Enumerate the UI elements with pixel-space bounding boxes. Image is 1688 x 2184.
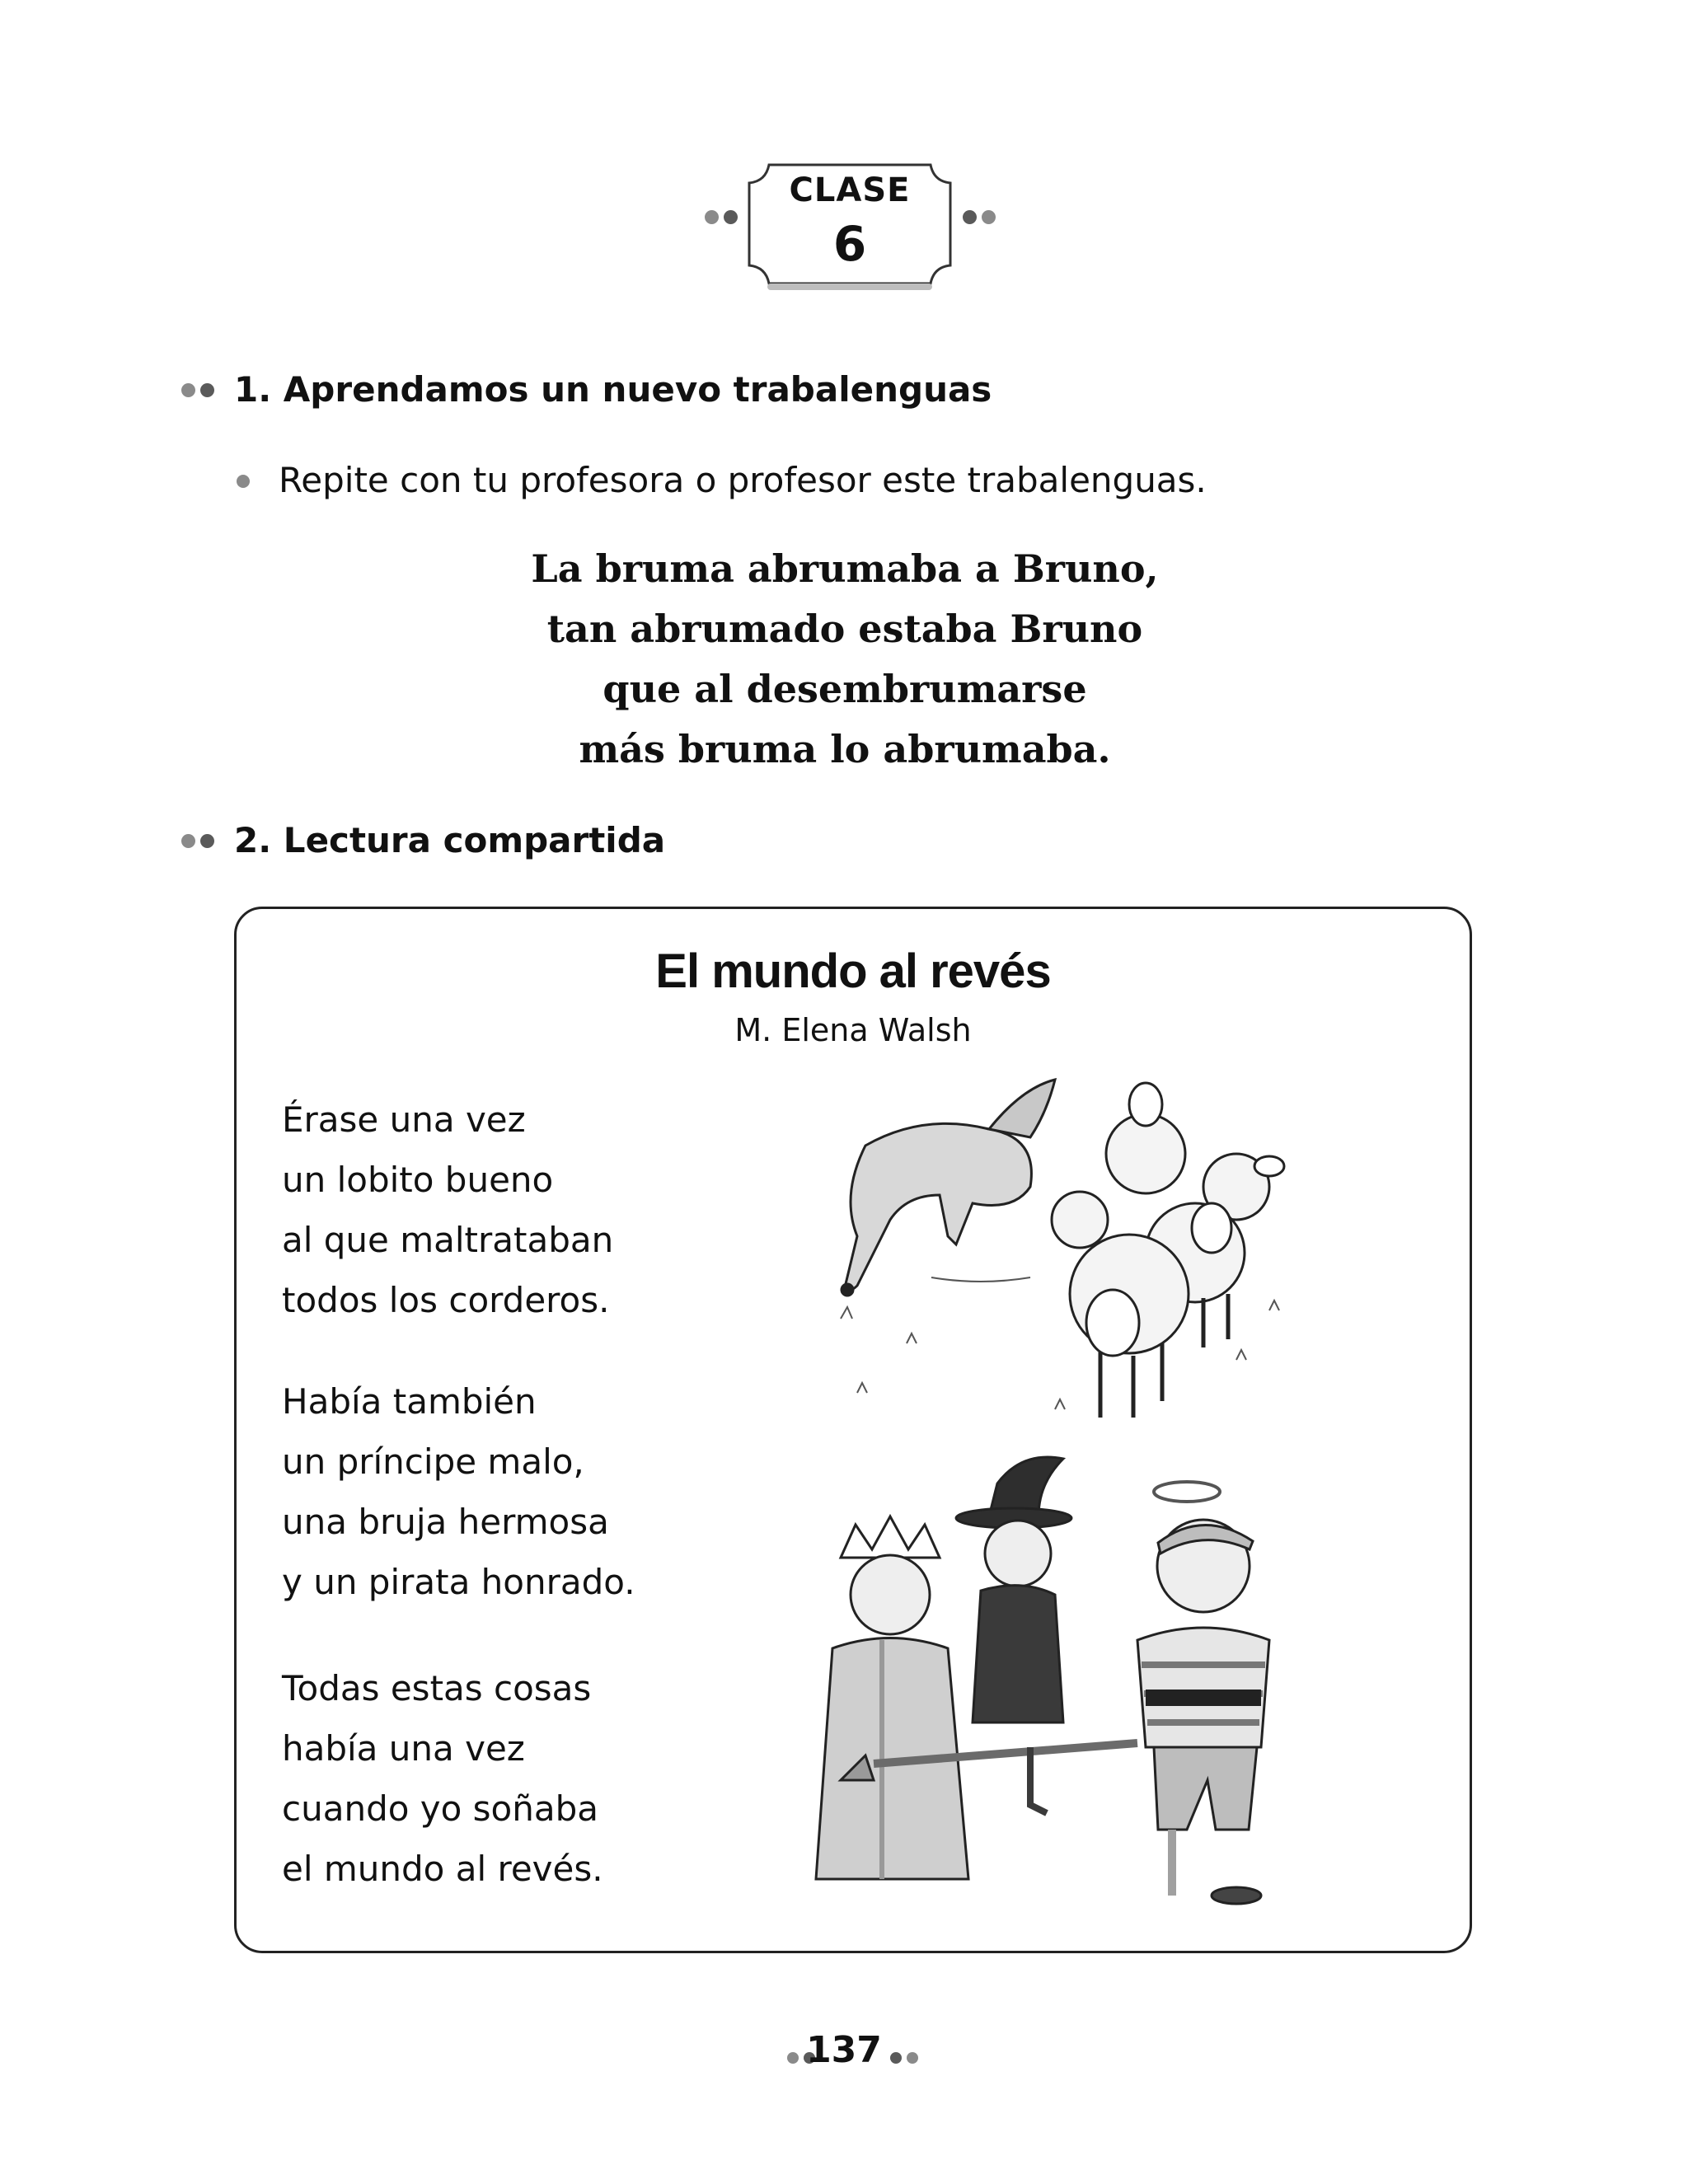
prince-witch-pirate-illustration — [791, 1451, 1335, 1912]
bullet-icon — [237, 475, 250, 488]
section2-dots — [181, 834, 214, 848]
poem-line: había una vez — [282, 1728, 525, 1769]
dot — [181, 834, 195, 848]
poem-line: al que maltrataban — [282, 1220, 614, 1260]
poem-line: el mundo al revés. — [282, 1849, 603, 1889]
dot — [181, 383, 195, 397]
poem-author: M. Elena Walsh — [734, 1012, 972, 1048]
page-number: 137 — [806, 2029, 882, 2071]
dot — [907, 2052, 918, 2064]
tongue-twister-line: más bruma lo abrumaba. — [579, 727, 1111, 771]
poem-line: un príncipe malo, — [282, 1441, 584, 1482]
footer-dots-right — [890, 2052, 918, 2064]
wolf-and-sheep-illustration — [808, 1071, 1319, 1434]
tongue-twister-line: que al desembrumarse — [603, 667, 1087, 711]
tongue-twister — [412, 539, 1278, 780]
dot — [705, 210, 719, 224]
poem-line: y un pirata honrado. — [282, 1562, 635, 1602]
poem-stanza-1 — [282, 1090, 613, 1330]
poem-stanza-3 — [282, 1658, 603, 1899]
dot — [982, 210, 996, 224]
poem-line: Todas estas cosas — [282, 1668, 592, 1708]
poem-stanza-2 — [282, 1371, 635, 1612]
poem-line: todos los corderos. — [282, 1280, 610, 1320]
section1-instruction: Repite con tu profesora o profesor este trabalenguas. — [279, 460, 1207, 500]
section1-dots — [181, 383, 214, 397]
poem-line: una bruja hermosa — [282, 1502, 609, 1542]
dot — [724, 210, 738, 224]
poem-title: El mundo al revés — [655, 944, 1051, 998]
tongue-twister-line: tan abrumado estaba Bruno — [546, 607, 1143, 651]
header-dots-right — [963, 210, 996, 224]
dot — [200, 383, 214, 397]
poem-line: cuando yo soñaba — [282, 1788, 599, 1829]
section2-title: 2. Lectura compartida — [234, 820, 666, 860]
section1-title: 1. Aprendamos un nuevo trabalenguas — [234, 369, 992, 410]
header-dots-left — [705, 210, 738, 224]
poem-line: Había también — [282, 1381, 537, 1422]
clase-number: 6 — [832, 216, 867, 272]
poem-line: Érase una vez — [282, 1099, 526, 1140]
dot — [200, 834, 214, 848]
poem-line: un lobito bueno — [282, 1160, 554, 1200]
clase-label: CLASE — [789, 171, 911, 209]
dot — [963, 210, 977, 224]
tongue-twister-line: La bruma abrumaba a Bruno, — [531, 546, 1159, 591]
dot — [890, 2052, 902, 2064]
